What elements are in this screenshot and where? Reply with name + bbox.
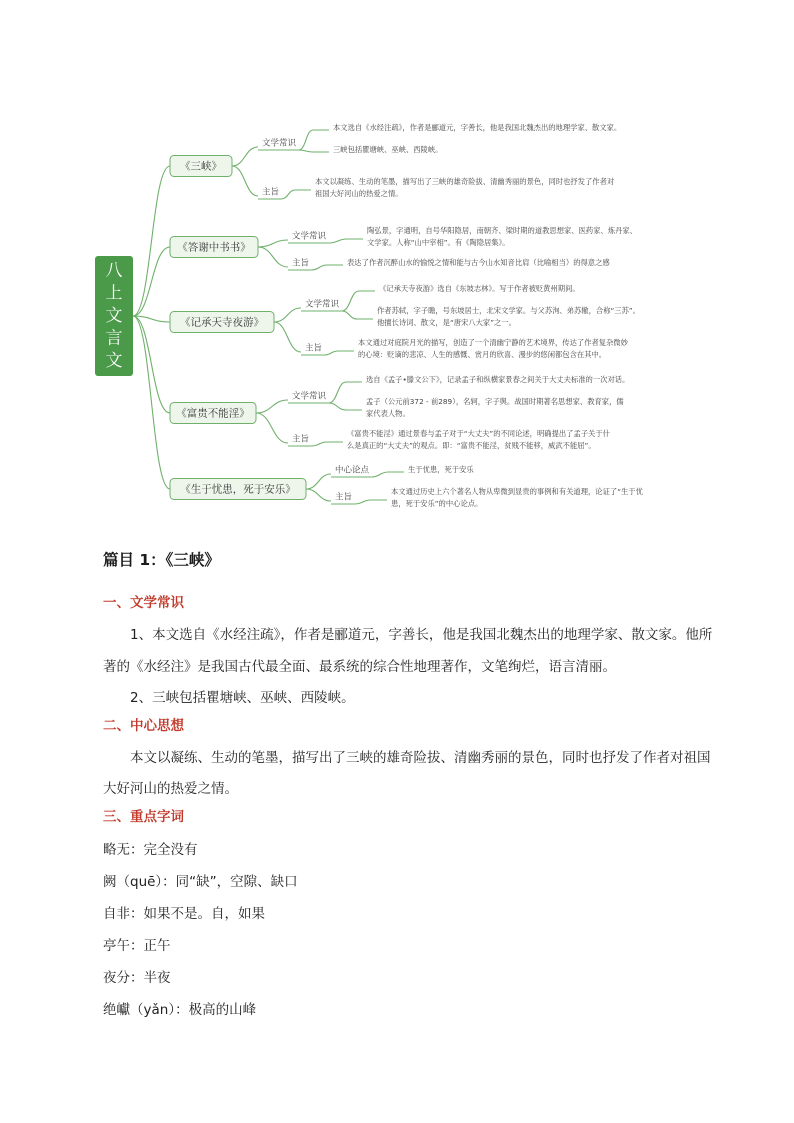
group-label: 文学常识 xyxy=(262,138,297,149)
branch-title: 《记承天寺夜游》 xyxy=(180,316,264,329)
connector-line xyxy=(133,166,170,316)
word-entry: 阙（quē）：同“缺”，空隙、缺口 xyxy=(103,873,298,890)
group-label: 文学常识 xyxy=(292,231,327,242)
word-entry: 自非：如果不是。自，如果 xyxy=(103,905,265,922)
leaf-text: 的心境：贬谪的悲凉、人生的感慨、赏月的欣喜、漫步的悠闲都包含在其中。 xyxy=(358,350,607,359)
leaf-text: 《富贵不能淫》通过景春与孟子对于“大丈夫”的不同论述，明确提出了孟子关于什 xyxy=(347,429,610,438)
connector-line xyxy=(256,413,288,443)
leaf-text: 本文选自《水经注疏》，作者是郦道元，字善长，他是我国北魏杰出的地理学家、散文家。 xyxy=(333,123,622,132)
root-char: 八 xyxy=(105,261,123,281)
section-key-words xyxy=(103,806,723,1026)
root-char: 文 xyxy=(105,351,123,371)
leaf-text: 家代表人物。 xyxy=(366,409,410,418)
leaf-text: 么是真正的“大丈夫”的观点。即：“富贵不能淫，贫贱不能移，威武不能屈”。 xyxy=(347,441,596,450)
word-entry: 亭午：正午 xyxy=(103,937,171,954)
section-literary-knowledge xyxy=(103,592,723,715)
leaf-text: 他擅长诗词、散文，是“唐宋八大家”之一。 xyxy=(377,318,516,327)
word-entry: 略无：完全没有 xyxy=(103,841,198,858)
connector-line xyxy=(232,147,258,166)
root-char: 文 xyxy=(105,306,123,326)
leaf-text: 作者苏轼，字子瞻，号东坡居士，北宋文学家。与父苏洵、弟苏辙，合称“三苏”。 xyxy=(377,306,640,315)
connector-line xyxy=(354,500,371,504)
connector-line xyxy=(342,291,359,311)
paragraph: 2、三峡包括瞿塘峡、巫峡、西陵峡。 xyxy=(130,690,355,706)
branch-title: 《富贵不能淫》 xyxy=(176,407,250,420)
connector-line xyxy=(133,316,170,489)
group-label: 主旨 xyxy=(305,343,323,354)
group-label: 主旨 xyxy=(292,258,310,269)
leaf-text: 表达了作者沉醉山水的愉悦之情和能与古今山水知音比肩（比喻相当）的得意之感 xyxy=(347,258,610,267)
connector-line xyxy=(258,247,288,267)
connector-line xyxy=(329,239,347,243)
connector-line xyxy=(372,472,388,477)
section-heading: 二、中心思想 xyxy=(103,717,184,734)
connector-line xyxy=(342,311,357,319)
branch-title: 《答谢中书书》 xyxy=(177,241,251,254)
root-char: 上 xyxy=(105,283,123,304)
word-entry: 夜分：半夜 xyxy=(103,969,171,986)
group-label: 主旨 xyxy=(262,187,280,198)
leaf-text: 本文通过对庭院月光的描写，创造了一个清幽宁静的艺术境界，传达了作者复杂微妙 xyxy=(358,338,628,347)
leaf-text: 选自《孟子•滕文公下》，记录孟子和纵横家景春之间关于大丈夫标准的一次对话。 xyxy=(366,375,630,384)
connector-line xyxy=(258,240,288,247)
leaf-text: 陶弘景，字通明，自号华阳隐居，南朝齐、梁时期的道教思想家、医药家、炼丹家、 xyxy=(367,226,637,235)
paragraph: 本文以凝练、生动的笔墨，描写出了三峡的雄奇险拔、清幽秀丽的景色，同时也抒发了作者对祖国大好河山的热爱之情。 xyxy=(103,749,711,797)
connector-line xyxy=(299,130,313,150)
leaf-text: 患，死于安乐”的中心论点。 xyxy=(391,499,483,508)
connector-line xyxy=(133,247,170,316)
section-heading: 一、文学常识 xyxy=(103,595,184,611)
group-label: 主旨 xyxy=(335,492,353,503)
connector-line xyxy=(306,474,331,489)
article xyxy=(103,548,723,1026)
connector-line xyxy=(274,308,301,322)
connector-line xyxy=(311,265,327,270)
word-entry: 绝巘（yǎn）：极高的山峰 xyxy=(103,1001,257,1018)
mind-map xyxy=(0,0,794,530)
group-label: 主旨 xyxy=(292,434,310,445)
branch-title: 《生于忧患，死于安乐》 xyxy=(180,483,296,496)
leaf-text: 《记承天寺夜游》选自《东坡志林》。写于作者被贬黄州期间。 xyxy=(379,284,580,293)
mind-map-nodes xyxy=(95,123,644,509)
root-char: 言 xyxy=(105,328,123,349)
connector-line xyxy=(329,382,346,403)
connector-line xyxy=(306,489,331,501)
section-central-idea xyxy=(103,715,723,806)
article-title: 篇目 1：《三峡》 xyxy=(103,551,220,569)
leaf-text: 本文以凝练、生动的笔墨，描写出了三峡的雄奇险拔、清幽秀丽的景色，同时也抒发了作者对 xyxy=(315,177,615,186)
connector-line xyxy=(329,403,346,410)
connector-line xyxy=(324,351,338,355)
connector-line xyxy=(281,190,295,199)
leaf-text: 生于忧患，死于安乐 xyxy=(408,465,474,474)
paragraph: 1、本文选自《水经注疏》，作者是郦道元，字善长，他是我国北魏杰出的地理学家、散文家。他所著的《水经注》是我国古代最全面、最系统的综合性地理著作，文笔绚烂，语言清丽。 xyxy=(103,627,713,675)
section-heading: 三、重点字词 xyxy=(103,808,184,825)
leaf-text: 祖国大好河山的热爱之情。 xyxy=(315,189,403,198)
branch-title: 《三峡》 xyxy=(180,160,222,173)
leaf-text: 本文通过历史上六个著名人物从卑微到显贵的事例和有关道理，论证了“生于忧 xyxy=(391,487,643,496)
leaf-text: 文学家。人称“山中宰相”。有《陶隐居集》。 xyxy=(367,238,510,247)
connector-line xyxy=(311,442,327,446)
leaf-text: 三峡包括瞿塘峡、巫峡、西陵峡。 xyxy=(333,145,443,154)
group-label: 文学常识 xyxy=(292,391,327,402)
group-label: 文学常识 xyxy=(305,299,340,310)
connector-line xyxy=(299,150,313,152)
connector-line xyxy=(256,400,288,413)
connector-line xyxy=(232,166,258,196)
connector-line xyxy=(274,322,301,352)
leaf-text: 孟子（公元前372 - 前289），名轲，字子舆。战国时期著名思想家、教育家，儒 xyxy=(366,397,624,406)
group-label: 中心论点 xyxy=(335,465,370,476)
